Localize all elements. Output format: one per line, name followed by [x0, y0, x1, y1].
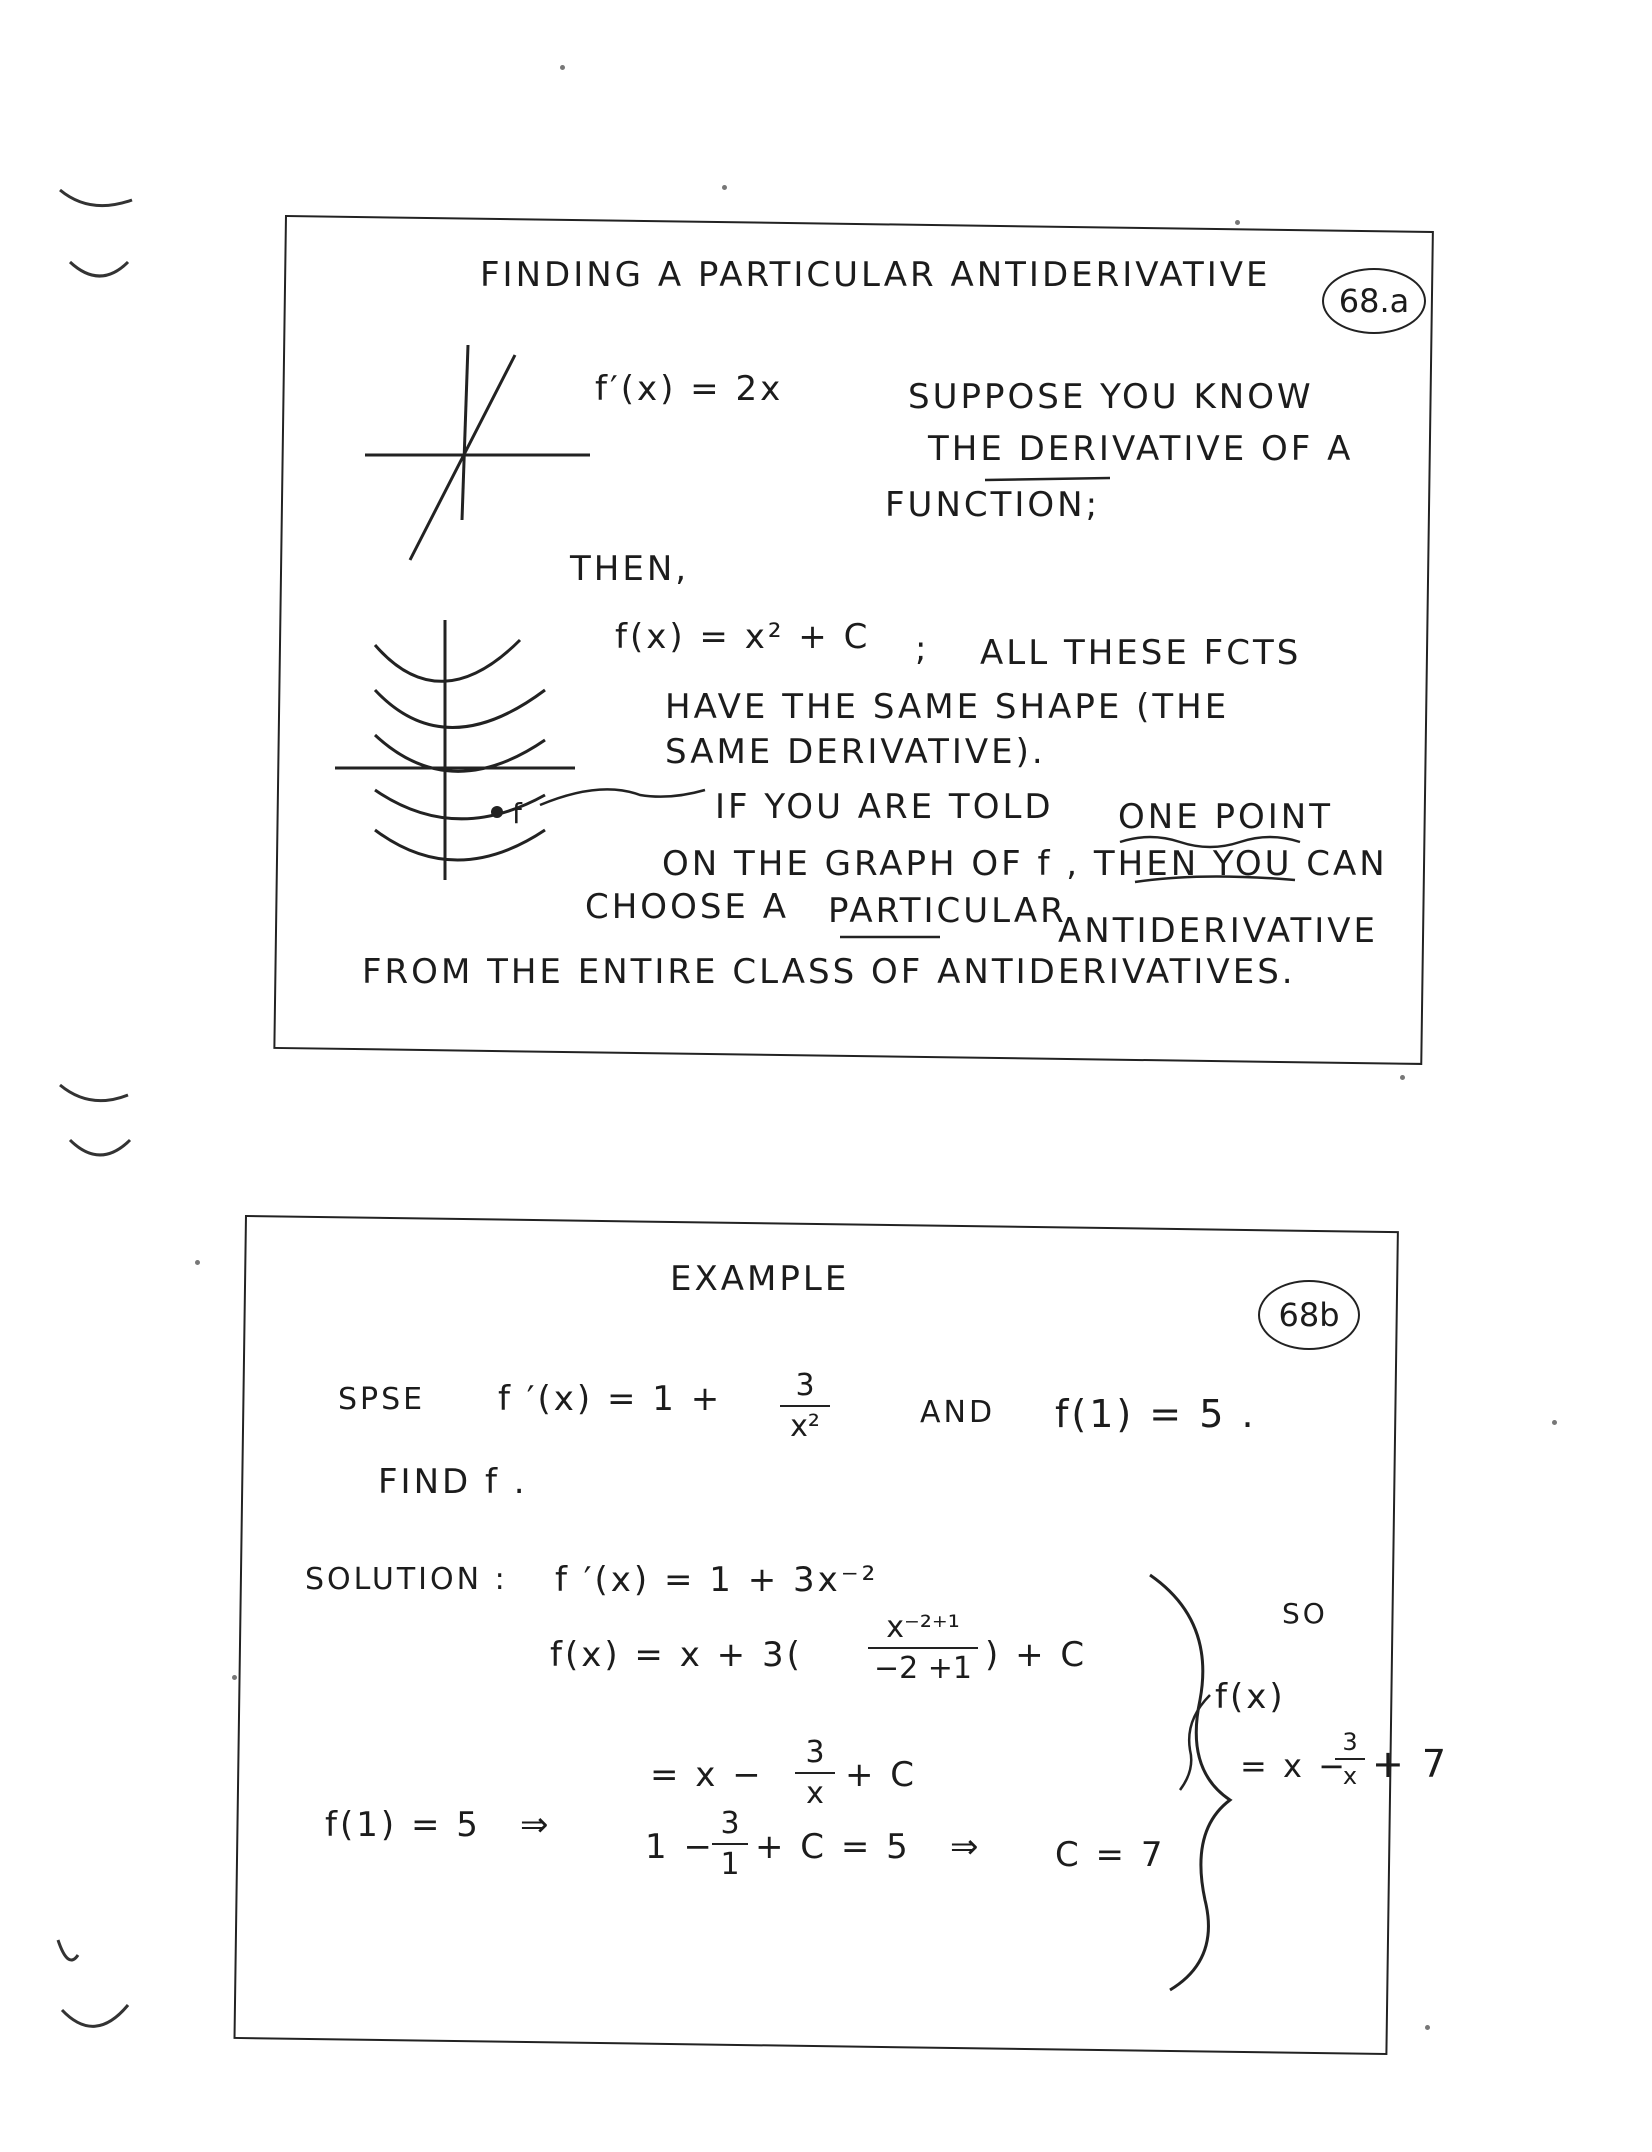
derivative-equation: f′(x) = 2x	[595, 369, 784, 409]
solution-label: SOLUTION :	[305, 1562, 508, 1597]
f-of-1-condition: f(1) = 5 .	[1055, 1392, 1257, 1436]
suppose-line-2: THE DERIVATIVE OF A	[928, 429, 1354, 469]
all-line-1: ALL THESE FCTS	[980, 633, 1302, 673]
scan-speck	[195, 1260, 200, 1265]
slide-b-frame	[233, 1215, 1398, 2055]
frac1-denominator: x²	[790, 1409, 820, 1444]
particular-word: PARTICULAR	[828, 891, 1067, 931]
then-label: THEN,	[570, 549, 690, 589]
frac2-numerator: x⁻²⁺¹	[886, 1610, 960, 1645]
fraction-final-3-over-x	[1335, 1728, 1365, 1790]
solution-line-3-a: = x −	[650, 1755, 764, 1795]
fraction-power-rule	[868, 1610, 978, 1686]
solution-line-2-b: ) + C	[985, 1635, 1088, 1675]
general-antiderivative-equation: f(x) = x² + C	[615, 617, 871, 657]
fraction-3-over-1	[712, 1806, 748, 1882]
final-answer-b: + 7	[1372, 1742, 1450, 1786]
one-point: ONE POINT	[1118, 797, 1333, 837]
suppose-line-1: SUPPOSE YOU KNOW	[908, 377, 1314, 417]
frac2-denominator: −2 +1	[874, 1651, 972, 1686]
final-answer-a: = x −	[1240, 1747, 1348, 1785]
suppose-line-3: FUNCTION;	[885, 485, 1101, 525]
scan-speck	[722, 185, 727, 190]
frac4-numerator: 3	[720, 1806, 740, 1841]
so-label: SO	[1282, 1597, 1328, 1630]
frac1-numerator: 3	[795, 1368, 815, 1403]
implies-arrow-2: ⇒	[950, 1827, 982, 1867]
condition-f1-equals-5: f(1) = 5	[325, 1805, 481, 1845]
and-label: AND	[920, 1395, 996, 1430]
scan-speck	[232, 1675, 237, 1680]
slide-a-title: FINDING A PARTICULAR ANTIDERIVATIVE	[480, 255, 1271, 295]
semicolon: ;	[915, 629, 930, 669]
all-line-3: SAME DERIVATIVE).	[665, 732, 1046, 772]
frac4-denominator: 1	[720, 1847, 740, 1882]
solution-line-4-a: 1 −	[645, 1827, 715, 1867]
c-equals-7: C = 7	[1055, 1835, 1166, 1875]
fprime-lhs: f ′(x) = 1 +	[498, 1379, 723, 1419]
solution-line-4-b: + C = 5	[755, 1827, 911, 1867]
if-line-4: FROM THE ENTIRE CLASS OF ANTIDERIVATIVES.	[362, 952, 1296, 992]
frac5-numerator: 3	[1342, 1728, 1358, 1756]
fraction-3-over-x	[795, 1735, 835, 1811]
if-line-1: IF YOU ARE TOLD	[715, 787, 1054, 827]
scan-speck	[1400, 1075, 1405, 1080]
solution-line-2-a: f(x) = x + 3(	[550, 1635, 803, 1675]
if-line-3-a: CHOOSE A	[585, 887, 789, 927]
find-f: FIND f .	[378, 1462, 528, 1502]
scan-speck	[560, 65, 565, 70]
solution-line-3-b: + C	[845, 1755, 918, 1795]
if-line-3-b: ANTIDERIVATIVE	[1058, 911, 1379, 951]
scan-speck	[1425, 2025, 1430, 2030]
frac5-denominator: x	[1342, 1762, 1358, 1790]
scan-speck	[1552, 1420, 1557, 1425]
scan-speck	[1235, 220, 1240, 225]
all-line-2: HAVE THE SAME SHAPE (THE	[665, 687, 1230, 727]
example-heading: EXAMPLE	[670, 1259, 850, 1299]
implies-arrow-1: ⇒	[520, 1805, 552, 1845]
fraction-3-over-x-squared	[780, 1368, 830, 1444]
slide-a-badge: 68.a	[1322, 268, 1426, 334]
frac3-denominator: x	[806, 1776, 824, 1811]
frac3-numerator: 3	[805, 1735, 825, 1770]
graph-label-f: f	[512, 797, 525, 830]
fx-label: f(x)	[1215, 1677, 1286, 1717]
solution-line-1: f ′(x) = 1 + 3x⁻²	[555, 1560, 879, 1600]
if-line-2: ON THE GRAPH OF f , THEN YOU CAN	[662, 844, 1388, 884]
slide-b-badge: 68b	[1258, 1280, 1360, 1350]
spse-label: SPSE	[338, 1382, 426, 1417]
